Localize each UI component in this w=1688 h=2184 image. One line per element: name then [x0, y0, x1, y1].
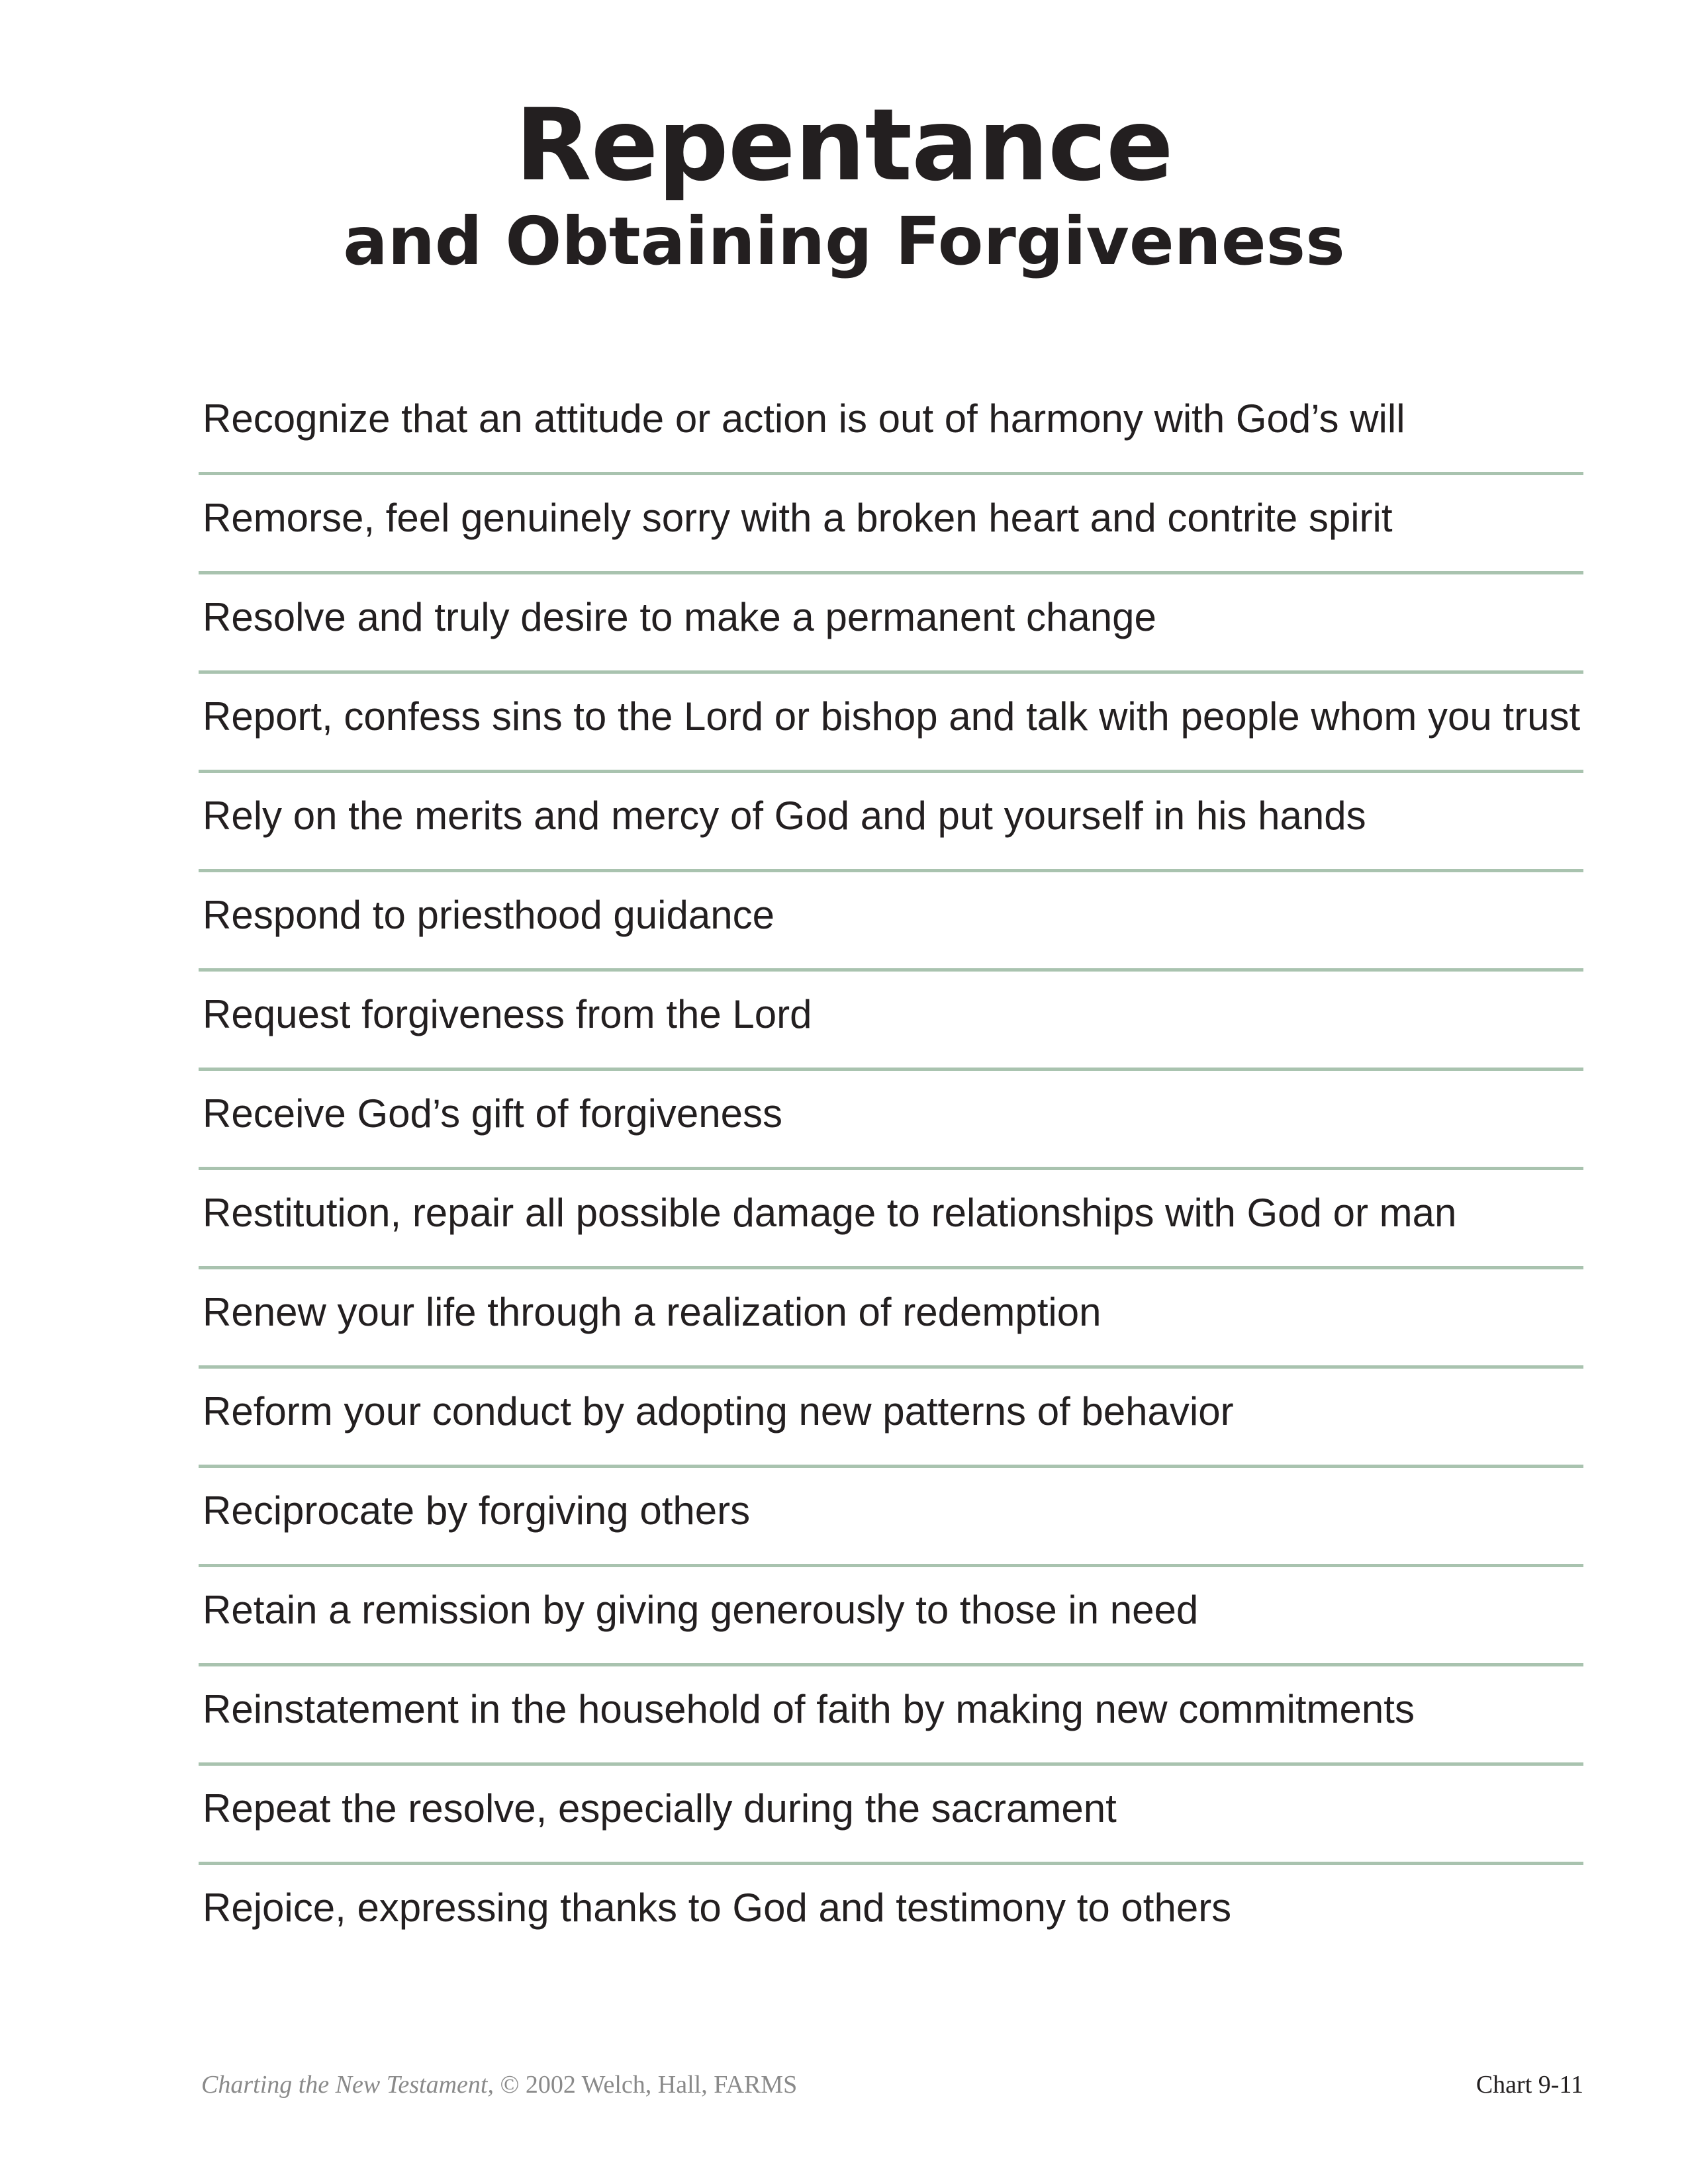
list-item	[199, 473, 1583, 572]
list-item	[199, 572, 1583, 672]
list-item	[199, 1267, 1583, 1367]
list-item	[199, 1367, 1583, 1466]
footer-chart-id: Chart 9-11	[1476, 2071, 1583, 2099]
step-text: Rejoice, expressing thanks to God and testimony to others	[203, 1886, 1232, 1930]
list-item	[199, 1466, 1583, 1565]
list-item	[199, 1664, 1583, 1764]
page-subtitle: and Obtaining Forgiveness	[343, 203, 1345, 280]
list-item	[199, 374, 1583, 473]
step-text: Reinstatement in the household of faith by making new commitments	[203, 1687, 1415, 1731]
step-text: Recognize that an attitude or action is out of harmony with God’s will	[203, 396, 1405, 441]
list-item	[199, 672, 1583, 771]
step-text: Reciprocate by forgiving others	[203, 1488, 751, 1533]
list-item	[199, 1764, 1583, 1863]
footer-source	[201, 2070, 797, 2099]
footer-copyright: © 2002 Welch, Hall, FARMS	[500, 2071, 798, 2099]
step-text: Request forgiveness from the Lord	[203, 992, 812, 1036]
list-item	[199, 1168, 1583, 1267]
step-text: Reform your conduct by adopting new patterns of behavior	[203, 1389, 1234, 1433]
step-text: Rely on the merits and mercy of God and put yourself in his hands	[203, 794, 1366, 838]
list-item	[199, 1565, 1583, 1664]
list-item	[199, 870, 1583, 970]
list-item	[199, 771, 1583, 870]
list-item	[199, 1863, 1583, 1962]
step-text: Restitution, repair all possible damage to relationships with God or man	[203, 1191, 1457, 1235]
step-text: Renew your life through a realization of redemption	[203, 1290, 1102, 1334]
step-text: Resolve and truly desire to make a permanent change	[203, 595, 1156, 639]
step-text: Retain a remission by giving generously to those in need	[203, 1588, 1199, 1632]
step-text: Report, confess sins to the Lord or bishop and talk with people whom you trust	[203, 694, 1581, 739]
title-block	[0, 88, 1688, 280]
list-item	[199, 970, 1583, 1069]
step-text: Repeat the resolve, especially during the sacrament	[203, 1786, 1117, 1831]
steps-list	[199, 374, 1583, 1962]
step-text: Receive God’s gift of forgiveness	[203, 1091, 783, 1136]
list-item	[199, 1069, 1583, 1168]
page-title: Repentance	[515, 88, 1173, 203]
step-text: Respond to priesthood guidance	[203, 893, 774, 937]
step-text: Remorse, feel genuinely sorry with a broken heart and contrite spirit	[203, 496, 1393, 540]
footer-book-title: Charting the New Testament,	[201, 2071, 494, 2099]
